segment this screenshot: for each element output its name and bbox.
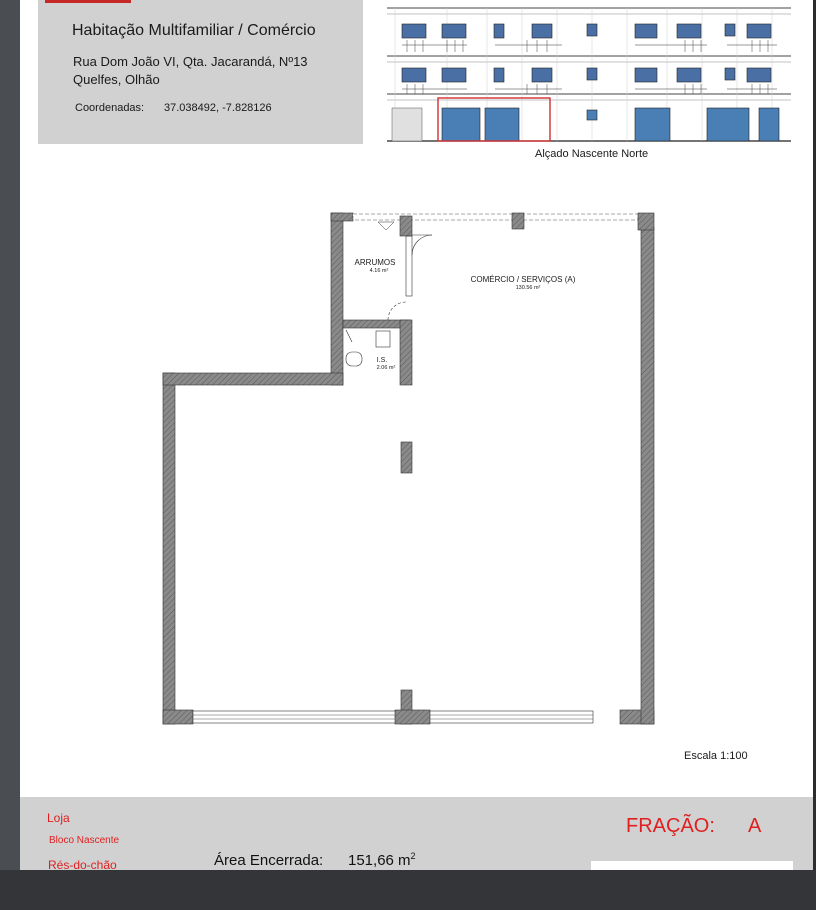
viewer-bottom-bar: [0, 870, 816, 910]
document-page: [20, 0, 813, 870]
unit-type: Loja: [47, 811, 70, 825]
room-label-comercio: COMÉRCIO / SERVIÇOS (A): [470, 275, 576, 284]
room-area-is: 2.06 m²: [376, 365, 396, 371]
coordinates-label: Coordenadas:: [75, 102, 145, 114]
room-label-is: I.S.: [376, 357, 388, 364]
floor-plan: [20, 0, 813, 800]
fraction-value: A: [748, 815, 762, 837]
elevation-caption: Alçado Nascente Norte: [535, 148, 649, 160]
room-area-arrumos: 4.16 m²: [369, 268, 389, 274]
room-label-arrumos: ARRUMOS: [354, 258, 396, 267]
area-label: Área Encerrada:: [214, 852, 324, 869]
footer-info-bar: [20, 797, 813, 870]
project-address: Rua Dom João VI, Qta. Jacarandá, Nº13: [73, 54, 308, 69]
project-title: Habitação Multifamiliar / Comércio: [72, 22, 316, 39]
scale-label: Escala 1:100: [684, 750, 748, 762]
room-area-comercio: 130.56 m²: [515, 285, 541, 291]
footer-blank-box: [591, 861, 793, 870]
project-city: Quelfes, Olhão: [73, 72, 160, 87]
coordinates-value: 37.038492, -7.828126: [164, 102, 272, 114]
unit-block: Bloco Nascente: [49, 835, 120, 846]
fraction-label: FRAÇÃO:: [626, 815, 715, 837]
area-value: 151,66 $m^2$: [348, 851, 416, 869]
unit-floor: Rés-do-chão: [48, 858, 117, 870]
